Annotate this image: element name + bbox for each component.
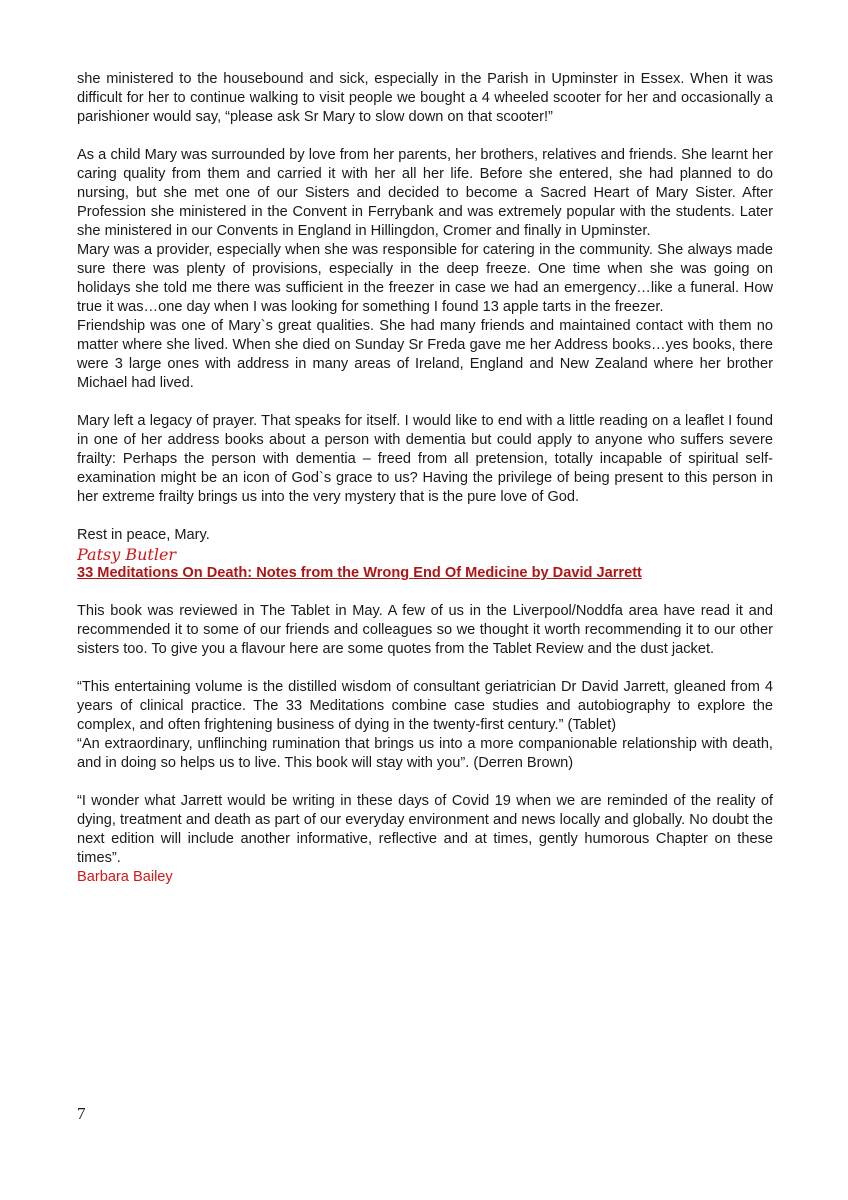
signature: Patsy Butler [77, 545, 177, 564]
paragraph: This book was reviewed in The Tablet in May. A few of us in the Liverpool/Noddfa area have read it and recommended it to some of our friends and colleagues so we thought it worth recommending it to our other sisters too. To give you a flavour here are some quotes from the Tablet Review and the dust jacket. [77, 603, 773, 657]
article-heading: 33 Meditations On Death: Notes from the Wrong End Of Medicine by David Jarrett [77, 565, 642, 581]
quote: “This entertaining volume is the distilled wisdom of consultant geriatrician Dr David Jarrett, gleaned from 4 years of clinical practice. The 33 Meditations combine case studies and autobiography to explore the complex, and often frightening business of dying in the twenty-first century.” (Tablet) [77, 679, 773, 733]
paragraph: she ministered to the housebound and sick, especially in the Parish in Upminster in Essex. When it was difficult for her to continue walking to visit people we bought a 4 wheeled scooter for her and occasionally a parishioner would say, “please ask Sr Mary to slow down on that scooter!” [77, 71, 773, 125]
document-page [77, 70, 773, 887]
closing-line: Rest in peace, Mary. [77, 527, 210, 543]
paragraph: Mary was a provider, especially when she was responsible for catering in the community. She always made sure there was plenty of provisions, especially in the deep freeze. One time when she was going on holidays she told me there was sufficient in the freezer in case we had an emergency…like a funeral. How true it was…one day when I was looking for something I found 13 apple tarts in the freezer. [77, 242, 773, 315]
paragraph: As a child Mary was surrounded by love from her parents, her brothers, relatives and friends. She learnt her caring quality from them and carried it with her all her life. Before she entered, she had planned to do nursing, but she met one of our Sisters and decided to become a Sacred Heart of Mary Sister. After Profession she ministered in the Convent in Ferrybank and was extremely popular with the students. Later she ministered in our Convents in England in Hillingdon, Cromer and finally in Upminster. [77, 147, 773, 239]
author-name: Barbara Bailey [77, 869, 173, 885]
paragraph: Friendship was one of Mary`s great qualities. She had many friends and maintained contact with them no matter where she lived. When she died on Sunday Sr Freda gave me her Address books…yes books, there were 3 large ones with address in many areas of Ireland, England and New Zealand where her brother Michael had lived. [77, 318, 773, 391]
paragraph: “I wonder what Jarrett would be writing in these days of Covid 19 when we are reminded of the reality of dying, treatment and death as part of our everyday environment and news locally and globally. No doubt the next edition will include another informative, reflective and at times, gently humorous Chapter on these times”. [77, 793, 773, 866]
page-number: 7 [77, 1104, 86, 1123]
quote: “An extraordinary, unflinching rumination that brings us into a more companionable relationship with death, and in doing so helps us to live. This book will stay with you”. (Derren Brown) [77, 736, 773, 771]
paragraph: Mary left a legacy of prayer. That speaks for itself. I would like to end with a little reading on a leaflet I found in one of her address books about a person with dementia but could apply to anyone who suffers severe frailty: Perhaps the person with dementia – freed from all pretension, totally incapable of spiritual self-examination might be an icon of God`s grace to us? Having the privilege of being present to this person in her extreme frailty brings us into the very mystery that is the pure love of God. [77, 413, 773, 505]
